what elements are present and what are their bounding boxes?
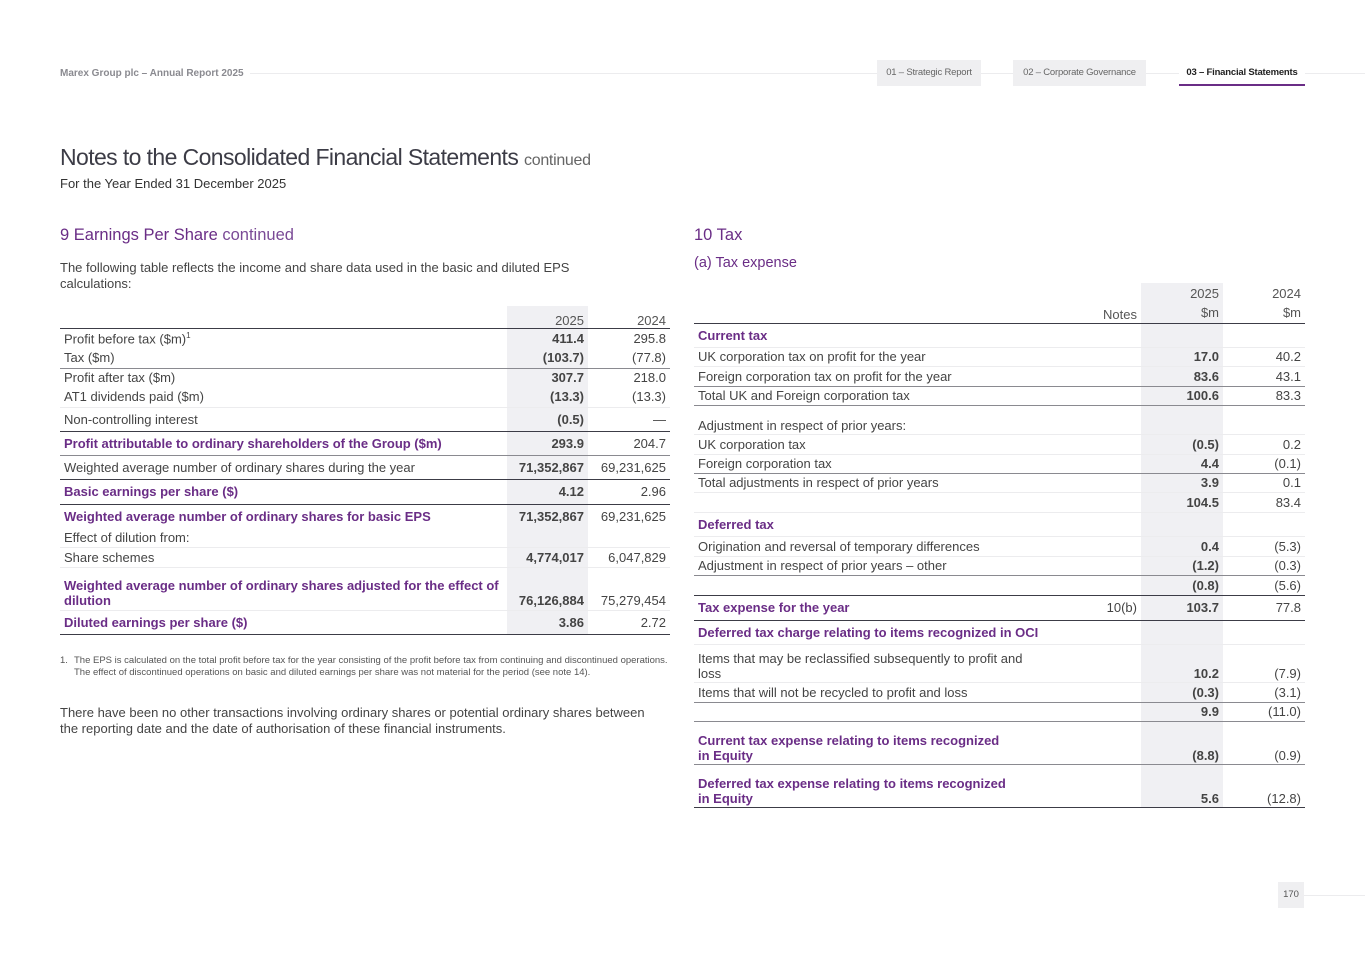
row-label: Weighted average number of ordinary shares during the year — [60, 455, 507, 479]
page-title — [60, 144, 591, 171]
row-notes — [1074, 434, 1141, 454]
row-label: Tax expense for the year — [694, 595, 1074, 620]
value-2024 — [1223, 512, 1305, 536]
table-row — [694, 702, 1305, 721]
row-label: Deferred tax expense relating to items recognized in Equity — [694, 764, 1074, 807]
report-brand: Marex Group plc – Annual Report 2025 — [60, 68, 250, 79]
row-notes — [1074, 721, 1141, 764]
row-label: Current tax expense relating to items recognized in Equity — [694, 721, 1074, 764]
eps-col-2025: 2025 — [507, 306, 588, 328]
value-2025: (0.3) — [1141, 682, 1223, 702]
value-2025: (0.8) — [1141, 575, 1223, 595]
row-label: Share schemes — [60, 547, 507, 567]
row-label: Basic earnings per share ($) — [60, 479, 507, 504]
page-title-text: Notes to the Consolidated Financial Statements — [60, 144, 519, 170]
value-2024: 2.96 — [588, 479, 670, 504]
value-2025: 100.6 — [1141, 386, 1223, 405]
table-row — [694, 620, 1305, 644]
footer-rule — [1304, 895, 1365, 896]
table-row — [694, 323, 1305, 347]
row-notes — [1074, 405, 1141, 434]
row-label: Origination and reversal of temporary differences — [694, 536, 1074, 556]
value-2025: 3.9 — [1141, 473, 1223, 492]
tax-col-2025 — [1141, 283, 1223, 323]
value-2025: 5.6 — [1141, 764, 1223, 807]
tax-table — [694, 283, 1305, 808]
tab-corporate-governance[interactable]: 02 – Corporate Governance — [1013, 60, 1146, 86]
row-label: Current tax — [694, 323, 1074, 347]
eps-footnote — [60, 655, 670, 679]
row-label: Foreign corporation tax — [694, 454, 1074, 473]
value-2025: (0.5) — [1141, 434, 1223, 454]
row-notes — [1074, 764, 1141, 807]
value-2025: 3.86 — [507, 610, 588, 634]
table-row — [60, 610, 670, 634]
value-2024: 75,279,454 — [588, 567, 670, 610]
value-2025: 103.7 — [1141, 595, 1223, 620]
row-label: Foreign corporation tax on profit for the year — [694, 366, 1074, 386]
table-row — [694, 721, 1305, 764]
row-notes — [1074, 682, 1141, 702]
value-2024: (11.0) — [1223, 702, 1305, 721]
value-2024: 2.72 — [588, 610, 670, 634]
row-label: UK corporation tax on profit for the year — [694, 347, 1074, 366]
row-label: Deferred tax charge relating to items recognized in OCI — [694, 620, 1141, 644]
row-label: Effect of dilution from: — [64, 529, 190, 545]
row-notes — [1074, 644, 1141, 682]
eps-header-row — [60, 306, 670, 328]
value-2024: 69,231,625 — [588, 455, 670, 479]
tax-col-2024-year: 2024 — [1272, 285, 1301, 301]
table-row — [694, 347, 1305, 366]
row-label: Total UK and Foreign corporation tax — [694, 386, 1074, 405]
table-row — [694, 556, 1305, 575]
table-row — [694, 644, 1305, 682]
row-label: Adjustment in respect of prior years: — [694, 405, 1074, 434]
value-2024: (77.8) — [632, 350, 666, 366]
tab-financial-statements[interactable]: 03 – Financial Statements — [1179, 60, 1305, 86]
value-2024: (0.1) — [1223, 454, 1305, 473]
row-label: Diluted earnings per share ($) — [60, 610, 507, 634]
value-2024 — [1223, 620, 1305, 644]
tax-subheading: (a) Tax expense — [694, 255, 797, 271]
row-label: Non-controlling interest — [60, 407, 507, 431]
value-2024: (13.3) — [632, 389, 666, 405]
page-number: 170 — [1278, 882, 1304, 908]
table-row — [694, 386, 1305, 405]
value-2024: — — [588, 407, 670, 431]
tax-col-2025-year: 2025 — [1190, 285, 1219, 301]
footnote-text: The EPS is calculated on the total profit before tax for the year consisting of the profit before tax from continuing and discontinued operations. The effect of discontinued operations on basic and diluted earnings per share was not material for the period (see note 14). — [74, 655, 668, 678]
table-row — [694, 595, 1305, 620]
value-2024: 6,047,829 — [588, 547, 670, 567]
value-2025 — [1141, 405, 1223, 434]
row-label: Weighted average number of ordinary shares adjusted for the effect of dilution — [60, 567, 507, 610]
row-label: Profit after tax ($m) — [60, 368, 507, 387]
value-2025: 0.4 — [1141, 536, 1223, 556]
row-label: Items that will not be recycled to profit and loss — [694, 682, 1074, 702]
value-2025: 10.2 — [1141, 644, 1223, 682]
value-2025: (0.5) — [507, 407, 588, 431]
row-notes — [1074, 473, 1141, 492]
row-label: Deferred tax — [694, 512, 1074, 536]
value-2025 — [1141, 323, 1223, 347]
value-2024: 83.4 — [1223, 492, 1305, 512]
row-notes — [1074, 454, 1141, 473]
page-subtitle: For the Year Ended 31 December 2025 — [60, 176, 287, 191]
value-2024 — [588, 528, 670, 547]
value-2025: 293.9 — [507, 431, 588, 455]
row-notes — [1074, 347, 1141, 366]
tax-col-notes: Notes — [1103, 306, 1137, 322]
value-2025: 76,126,884 — [507, 567, 588, 610]
footnote-number: 1. — [60, 655, 68, 666]
row-label — [60, 328, 507, 348]
table-row — [694, 512, 1305, 536]
value-2024 — [1223, 405, 1305, 434]
tax-col-2024-unit: $m — [1282, 304, 1301, 320]
eps-closing-text: There have been no other transactions involving ordinary shares or potential ordinary shares between the reporting date and the date of authorisation of these financial instruments. — [60, 705, 645, 736]
value-2025 — [507, 528, 588, 547]
eps-heading-suffix: continued — [222, 226, 294, 244]
table-row — [694, 492, 1305, 512]
row-notes — [1074, 366, 1141, 386]
tax-heading: 10 Tax — [694, 226, 743, 244]
tax-col-2024 — [1223, 283, 1305, 323]
table-row — [694, 473, 1305, 492]
value-2025: 4,774,017 — [507, 547, 588, 567]
table-row — [60, 431, 670, 455]
value-2024 — [1223, 323, 1305, 347]
row-label: Total adjustments in respect of prior years — [694, 473, 1074, 492]
table-row — [60, 387, 670, 407]
row-notes — [1074, 512, 1141, 536]
row-label — [694, 492, 1074, 512]
top-navigation — [60, 60, 1365, 90]
value-2025: (1.2) — [1141, 556, 1223, 575]
value-2024: (3.1) — [1223, 682, 1305, 702]
eps-heading — [60, 226, 294, 245]
table-row — [60, 328, 670, 348]
value-2024: 0.2 — [1223, 434, 1305, 454]
value-2024: (12.8) — [1223, 764, 1305, 807]
table-row — [60, 504, 670, 528]
value-2024: (5.3) — [1223, 536, 1305, 556]
row-notes — [1074, 575, 1141, 595]
row-notes — [1074, 702, 1141, 721]
table-row — [60, 528, 670, 547]
value-2024: 77.8 — [1223, 595, 1305, 620]
table-row — [694, 575, 1305, 595]
table-row — [694, 454, 1305, 473]
row-label: Profit attributable to ordinary shareholders of the Group ($m) — [60, 431, 507, 455]
value-2025: 83.6 — [1141, 366, 1223, 386]
row-notes — [1074, 556, 1141, 575]
value-2025: 307.7 — [507, 368, 588, 387]
value-2025: 104.5 — [1141, 492, 1223, 512]
row-label: Adjustment in respect of prior years – other — [694, 556, 1074, 575]
value-2025: 4.12 — [507, 479, 588, 504]
row-label: Weighted average number of ordinary shares for basic EPS — [60, 504, 507, 528]
table-row — [60, 567, 670, 610]
table-row — [694, 405, 1305, 434]
table-row — [694, 536, 1305, 556]
value-2025: (13.3) — [507, 387, 588, 407]
value-2024: 0.1 — [1223, 473, 1305, 492]
value-2024: (0.9) — [1223, 721, 1305, 764]
value-2025: 17.0 — [1141, 347, 1223, 366]
tax-header-blank — [694, 283, 1074, 323]
value-2025: 4.4 — [1141, 454, 1223, 473]
eps-header-blank — [60, 306, 507, 328]
table-row — [60, 479, 670, 504]
value-2025: 411.4 — [507, 328, 588, 348]
row-label: UK corporation tax — [694, 434, 1074, 454]
eps-table — [60, 306, 670, 635]
table-row — [60, 368, 670, 387]
table-row — [694, 682, 1305, 702]
value-2025: (103.7) — [507, 348, 588, 368]
table-row — [60, 455, 670, 479]
value-2024: 69,231,625 — [588, 504, 670, 528]
table-row — [694, 764, 1305, 807]
eps-heading-text: 9 Earnings Per Share — [60, 226, 218, 244]
eps-intro: The following table reflects the income and share data used in the basic and diluted EPS calculations: — [60, 260, 570, 291]
row-notes — [1074, 323, 1141, 347]
value-2024: (0.3) — [1223, 556, 1305, 575]
eps-col-2024: 2024 — [637, 312, 666, 328]
value-2025: (8.8) — [1141, 721, 1223, 764]
value-2024: 40.2 — [1223, 347, 1305, 366]
table-row — [60, 348, 670, 368]
value-2025: 9.9 — [1141, 702, 1223, 721]
footnote-ref: 1 — [186, 330, 191, 340]
tab-strategic-report[interactable]: 01 – Strategic Report — [877, 60, 981, 86]
value-2025: 71,352,867 — [507, 455, 588, 479]
eps-row-label: Profit before tax ($m) — [64, 330, 187, 346]
table-row — [60, 407, 670, 431]
value-2025: 71,352,867 — [507, 504, 588, 528]
table-row — [60, 547, 670, 567]
row-notes — [1074, 536, 1141, 556]
row-notes: 10(b) — [1074, 595, 1141, 620]
value-2025 — [1141, 512, 1223, 536]
table-row — [694, 366, 1305, 386]
row-notes — [1074, 386, 1141, 405]
row-notes — [1074, 492, 1141, 512]
value-2024: 83.3 — [1223, 386, 1305, 405]
tax-col-2025-unit: $m — [1200, 304, 1219, 320]
value-2024: 43.1 — [1223, 366, 1305, 386]
value-2025 — [1141, 620, 1223, 644]
value-2024: 204.7 — [588, 431, 670, 455]
value-2024: (7.9) — [1223, 644, 1305, 682]
table-row — [694, 434, 1305, 454]
value-2024: 295.8 — [588, 328, 670, 348]
row-label: Tax ($m) — [64, 350, 115, 366]
page-title-suffix: continued — [524, 152, 591, 169]
row-label: AT1 dividends paid ($m) — [64, 389, 204, 405]
value-2024: 218.0 — [588, 368, 670, 387]
row-label: Items that may be reclassified subsequently to profit and loss — [694, 644, 1074, 682]
value-2024: (5.6) — [1223, 575, 1305, 595]
row-label — [694, 575, 1074, 595]
tax-header-row — [694, 283, 1305, 323]
row-label — [694, 702, 1074, 721]
